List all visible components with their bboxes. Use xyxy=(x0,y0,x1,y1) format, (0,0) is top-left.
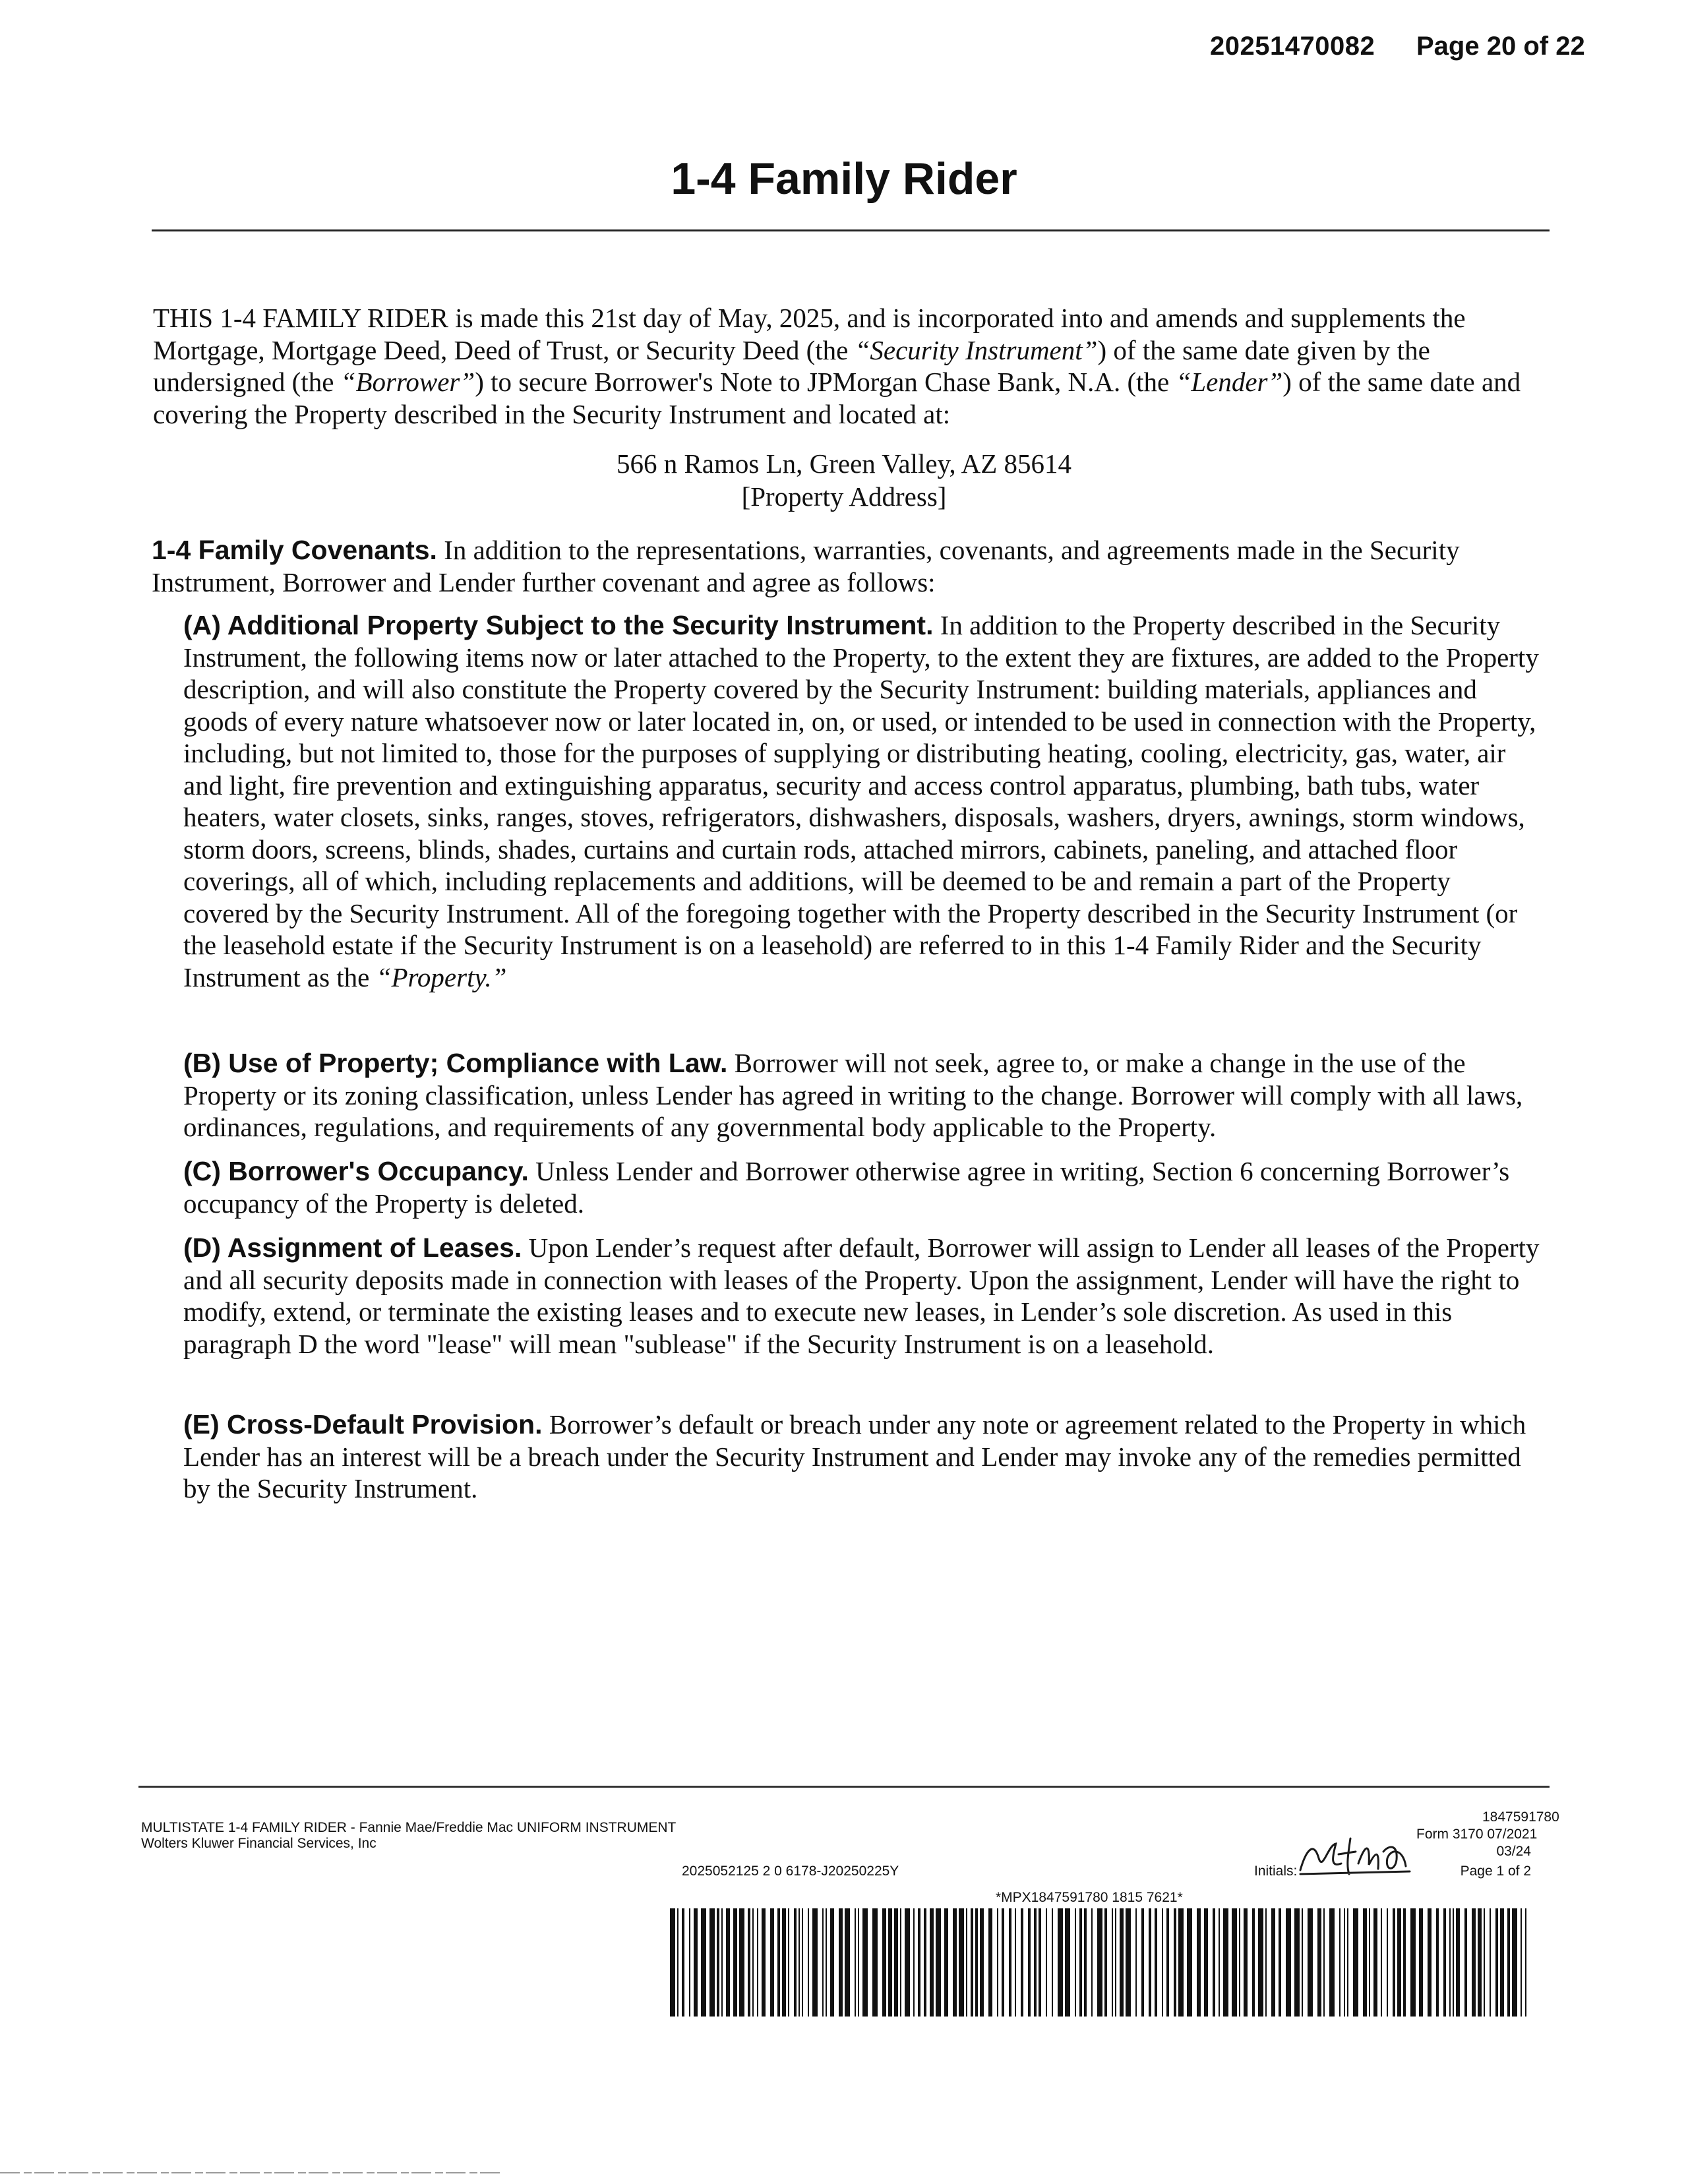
barcode-bar xyxy=(1244,1908,1248,2017)
barcode-bar xyxy=(888,1908,892,2017)
barcode-bar xyxy=(1271,1908,1275,2017)
barcode-bar xyxy=(1197,1908,1201,2017)
barcode-bar xyxy=(1347,1908,1348,2017)
barcode-bar xyxy=(872,1908,878,2017)
barcode-bar xyxy=(1500,1908,1504,2017)
barcode-bar xyxy=(739,1908,744,2017)
item-b-text: Borrower will not seek, agree to, or make a change in the use of the Property or its zoning classification, unless Lender has agreed in writing to the change. Borrower will comply with all laws, ordinances, regulations, and requirements of any governmental body applicable to the Property. xyxy=(183,1048,1523,1142)
item-d-heading: (D) Assignment of Leases. xyxy=(183,1232,522,1263)
barcode-bar xyxy=(1495,1908,1498,2017)
barcode-bar xyxy=(752,1908,754,2017)
item-c-borrower-occupancy xyxy=(183,1155,1542,1219)
barcode-bar xyxy=(709,1908,715,2017)
barcode-bar xyxy=(1393,1908,1395,2017)
barcode-bar xyxy=(726,1908,730,2017)
barcode-bar xyxy=(1115,1908,1116,2017)
barcode-bar xyxy=(782,1908,786,2017)
barcode-bar xyxy=(1403,1908,1406,2017)
barcode-bar xyxy=(1323,1908,1325,2017)
barcode-bar xyxy=(1507,1908,1510,2017)
barcode-bar xyxy=(1397,1908,1401,2017)
barcode-bar xyxy=(1373,1908,1377,2017)
document-number: 20251470082 xyxy=(1210,32,1375,61)
barcode-bar xyxy=(924,1908,926,2017)
item-e-cross-default xyxy=(183,1409,1542,1505)
covenants-text: In addition to the representations, warranties, covenants, and agreements made in the Security Instrument, Borrower and Lender further covenant and agree as follows: xyxy=(152,535,1460,597)
barcode-bar xyxy=(905,1908,910,2017)
intro-text-1: THIS 1-4 FAMILY RIDER is made this 21st day of May, 2025, and is incorporated into and amends and supplements the Mortgage, Mortgage Deed, Deed of Trust, or Security Deed (the xyxy=(153,303,1466,365)
barcode-bar xyxy=(733,1908,737,2017)
barcode-bar xyxy=(1308,1908,1313,2017)
barcode xyxy=(670,1908,1528,2017)
barcode-bar xyxy=(1219,1908,1220,2017)
footer-tracking-code: 2025052125 2 0 6178-J20250225Y xyxy=(682,1864,899,1879)
barcode-bar xyxy=(1484,1908,1485,2017)
intro-text-2: ) of the same date given by the undersigned (the xyxy=(153,334,1430,397)
barcode-bar xyxy=(1239,1908,1240,2017)
barcode-bar xyxy=(1381,1908,1382,2017)
barcode-bar xyxy=(959,1908,964,2017)
barcode-bar xyxy=(1187,1908,1192,2017)
barcode-bar xyxy=(1456,1908,1460,2017)
item-d-text: Upon Lender’s request after default, Borrower will assign to Lender all leases of the Property and all security deposits made in connection with leases of the Property. Upon the assignment, Lender will have the right to modify, extend, or terminate the existing leases and to execute new leases, in Lender’s sole discretion. As used in this paragraph D the word "lease" will mean "sublease" if the Security Instrument is on a leasehold. xyxy=(183,1232,1540,1359)
initials-label: Initials: xyxy=(1254,1864,1298,1879)
item-a-heading: (A) Additional Property Subject to the Security Instrument. xyxy=(183,610,934,640)
barcode-bar xyxy=(1490,1908,1491,2017)
barcode-bar xyxy=(1204,1908,1208,2017)
barcode-bar xyxy=(721,1908,723,2017)
barcode-bar xyxy=(1046,1908,1047,2017)
intro-text-4: ) of the same date and covering the Property described in the Security Instrument and located at: xyxy=(153,367,1521,429)
barcode-bar xyxy=(1436,1908,1439,2017)
barcode-bar xyxy=(862,1908,868,2017)
footer-divider xyxy=(138,1786,1550,1788)
footer-publisher: Wolters Kluwer Financial Services, Inc xyxy=(141,1836,377,1851)
barcode-bar xyxy=(1075,1908,1076,2017)
barcode-bar xyxy=(997,1908,998,2017)
barcode-bar xyxy=(701,1908,706,2017)
barcode-bar xyxy=(1052,1908,1053,2017)
barcode-bar xyxy=(1112,1908,1113,2017)
barcode-bar xyxy=(757,1908,758,2017)
barcode-bar xyxy=(1174,1908,1176,2017)
barcode-bar xyxy=(1223,1908,1228,2017)
barcode-bar xyxy=(1419,1908,1423,2017)
barcode-bar xyxy=(1472,1908,1476,2017)
barcode-bar xyxy=(1002,1908,1004,2017)
intro-paragraph xyxy=(153,302,1524,430)
intro-text-3: ) to secure Borrower's Note to JPMorgan Chase Bank, N.A. (the xyxy=(475,367,1176,397)
barcode-bar xyxy=(944,1908,948,2017)
barcode-bar xyxy=(1015,1908,1016,2017)
property-address: 566 n Ramos Ln, Green Valley, AZ 85614 xyxy=(616,448,1072,479)
barcode-bar xyxy=(1162,1908,1163,2017)
barcode-bar xyxy=(882,1908,886,2017)
barcode-bar xyxy=(1009,1908,1011,2017)
barcode-bar xyxy=(894,1908,898,2017)
barcode-bar xyxy=(812,1908,818,2017)
barcode-bar xyxy=(802,1908,803,2017)
barcode-bar xyxy=(1363,1908,1367,2017)
barcode-bar xyxy=(830,1908,834,2017)
barcode-bar xyxy=(980,1908,984,2017)
barcode-bar xyxy=(1453,1908,1454,2017)
property-term: “Property.” xyxy=(376,961,507,992)
covenants-paragraph xyxy=(152,534,1543,598)
barcode-bar xyxy=(1369,1908,1370,2017)
barcode-bar xyxy=(1178,1908,1184,2017)
barcode-bar xyxy=(1079,1908,1082,2017)
item-e-heading: (E) Cross-Default Provision. xyxy=(183,1409,543,1440)
barcode-bar xyxy=(918,1908,920,2017)
barcode-bar xyxy=(1091,1908,1093,2017)
barcode-bar xyxy=(1149,1908,1151,2017)
barcode-bar xyxy=(822,1908,824,2017)
barcode-bar xyxy=(839,1908,843,2017)
item-a-additional-property xyxy=(183,609,1542,993)
barcode-bar xyxy=(1155,1908,1157,2017)
barcode-bar xyxy=(1135,1908,1137,2017)
barcode-bar xyxy=(988,1908,992,2017)
barcode-bar xyxy=(953,1908,957,2017)
barcode-bar xyxy=(930,1908,934,2017)
barcode-bar xyxy=(777,1908,780,2017)
footer-loan-number: 1847591780 xyxy=(1482,1809,1559,1825)
barcode-bar xyxy=(682,1908,684,2017)
item-e-text: Borrower’s default or breach under any note or agreement related to the Property in which Lender has an interest will be a breach under the Security Instrument and Lender may invoke any of the remedies permitted by the Security Instrument. xyxy=(183,1409,1526,1503)
barcode-bar xyxy=(762,1908,766,2017)
barcode-bar xyxy=(826,1908,827,2017)
scan-artifact-line xyxy=(0,2171,501,2175)
barcode-bar xyxy=(1104,1908,1107,2017)
barcode-bar xyxy=(717,1908,719,2017)
barcode-bar xyxy=(1294,1908,1300,2017)
barcode-bar xyxy=(1232,1908,1237,2017)
barcode-bar xyxy=(794,1908,797,2017)
barcode-bar xyxy=(966,1908,967,2017)
barcode-bar xyxy=(845,1908,850,2017)
barcode-bar xyxy=(1512,1908,1517,2017)
barcode-bar xyxy=(1428,1908,1432,2017)
barcode-bar xyxy=(694,1908,698,2017)
barcode-bar xyxy=(1141,1908,1144,2017)
item-d-assignment-of-leases xyxy=(183,1232,1542,1360)
barcode-bar xyxy=(1387,1908,1388,2017)
title-divider xyxy=(152,229,1550,231)
barcode-bar xyxy=(799,1908,800,2017)
barcode-bar xyxy=(1344,1908,1345,2017)
item-b-use-of-property xyxy=(183,1047,1542,1143)
page-title: 1-4 Family Rider xyxy=(671,154,1017,204)
barcode-bar xyxy=(770,1908,774,2017)
barcode-bar xyxy=(1021,1908,1023,2017)
barcode-bar xyxy=(913,1908,915,2017)
barcode-bar xyxy=(1410,1908,1416,2017)
property-address-label: [Property Address] xyxy=(741,481,947,512)
barcode-bar xyxy=(1213,1908,1215,2017)
barcode-bar xyxy=(1065,1908,1070,2017)
page-indicator: Page 20 of 22 xyxy=(1416,32,1585,61)
barcode-bar xyxy=(748,1908,750,2017)
barcode-bar xyxy=(1258,1908,1263,2017)
barcode-bar xyxy=(936,1908,941,2017)
security-instrument-term: “Security Instrument” xyxy=(855,334,1098,365)
barcode-bar xyxy=(1028,1908,1031,2017)
barcode-bar xyxy=(1120,1908,1124,2017)
barcode-bar xyxy=(677,1908,678,2017)
barcode-bar xyxy=(1279,1908,1281,2017)
barcode-bar xyxy=(1084,1908,1087,2017)
barcode-bar xyxy=(1166,1908,1169,2017)
barcode-bar xyxy=(971,1908,973,2017)
property-address-block xyxy=(0,447,1688,513)
barcode-bar xyxy=(1525,1908,1526,2017)
barcode-caption: *MPX1847591780 1815 7621* xyxy=(996,1890,1183,1905)
barcode-bar xyxy=(1449,1908,1451,2017)
barcode-bar xyxy=(1353,1908,1358,2017)
barcode-bar xyxy=(1339,1908,1341,2017)
covenants-heading: 1-4 Family Covenants. xyxy=(152,535,437,565)
barcode-bar xyxy=(1034,1908,1037,2017)
barcode-bar xyxy=(975,1908,978,2017)
barcode-bar xyxy=(808,1908,809,2017)
barcode-bar xyxy=(1302,1908,1303,2017)
barcode-bar xyxy=(1097,1908,1102,2017)
barcode-bar xyxy=(1126,1908,1131,2017)
item-c-text: Unless Lender and Borrower otherwise agree in writing, Section 6 concerning Borrower’s occupancy of the Property is deleted. xyxy=(183,1156,1510,1219)
footer-form-number: Form 3170 07/2021 xyxy=(1416,1827,1538,1842)
barcode-bar xyxy=(1478,1908,1482,2017)
barcode-bar xyxy=(1286,1908,1291,2017)
footer-form-title: MULTISTATE 1-4 FAMILY RIDER - Fannie Mae/Freddie Mac UNIFORM INSTRUMENT xyxy=(141,1820,677,1835)
barcode-bar xyxy=(670,1908,675,2017)
barcode-bar xyxy=(858,1908,859,2017)
lender-term: “Lender” xyxy=(1176,367,1283,397)
footer-revision-date: 03/24 xyxy=(1496,1844,1531,1859)
item-c-heading: (C) Borrower's Occupancy. xyxy=(183,1156,529,1186)
barcode-bar xyxy=(788,1908,789,2017)
barcode-bar xyxy=(1058,1908,1063,2017)
barcode-bar xyxy=(1521,1908,1522,2017)
item-a-text: In addition to the Property described in the Security Instrument, the following items now or later attached to the Property, to the extent they are fixtures, are added to the Property description, and will also constitute the Property covered by the Security Instrument: building materials, appliances and goods of every nature whatsoever now or later located in, on, or used, or intended to be used in connection with the Property, including, but not limited to, those for the purposes of supplying or distributing heating, cooling, electricity, gas, water, air and light, fire prevention and extinguishing apparatus, security and access control apparatus, plumbing, bath tubs, water heaters, water closets, sinks, ranges, stoves, refrigerators, dishwashers, disposals, washers, dryers, awnings, storm windows, storm doors, screens, blinds, shades, curtains and curtain rods, attached mirrors, cabinets, paneling, and attached floor coverings, all of which, including replacements and additions, will be deemed to be and remain a part of the Property covered by the Security Instrument. All of the foregoing together with the Property described in the Security Instrument (or the leasehold estate if the Security Instrument is on a leasehold) are referred to in this 1-4 Family Rider and the Security Instrument as the xyxy=(183,610,1539,992)
initials-signature xyxy=(1292,1825,1437,1885)
barcode-bar xyxy=(1443,1908,1446,2017)
barcode-bar xyxy=(1329,1908,1335,2017)
barcode-bar xyxy=(1265,1908,1267,2017)
barcode-bar xyxy=(1252,1908,1255,2017)
borrower-term: “Borrower” xyxy=(340,367,475,397)
barcode-bar xyxy=(1039,1908,1041,2017)
barcode-bar xyxy=(1464,1908,1467,2017)
barcode-bar xyxy=(689,1908,690,2017)
barcode-bar xyxy=(900,1908,901,2017)
barcode-bar xyxy=(855,1908,856,2017)
item-b-heading: (B) Use of Property; Compliance with Law. xyxy=(183,1048,728,1078)
footer-page-number: Page 1 of 2 xyxy=(1460,1864,1531,1879)
barcode-bar xyxy=(1317,1908,1321,2017)
